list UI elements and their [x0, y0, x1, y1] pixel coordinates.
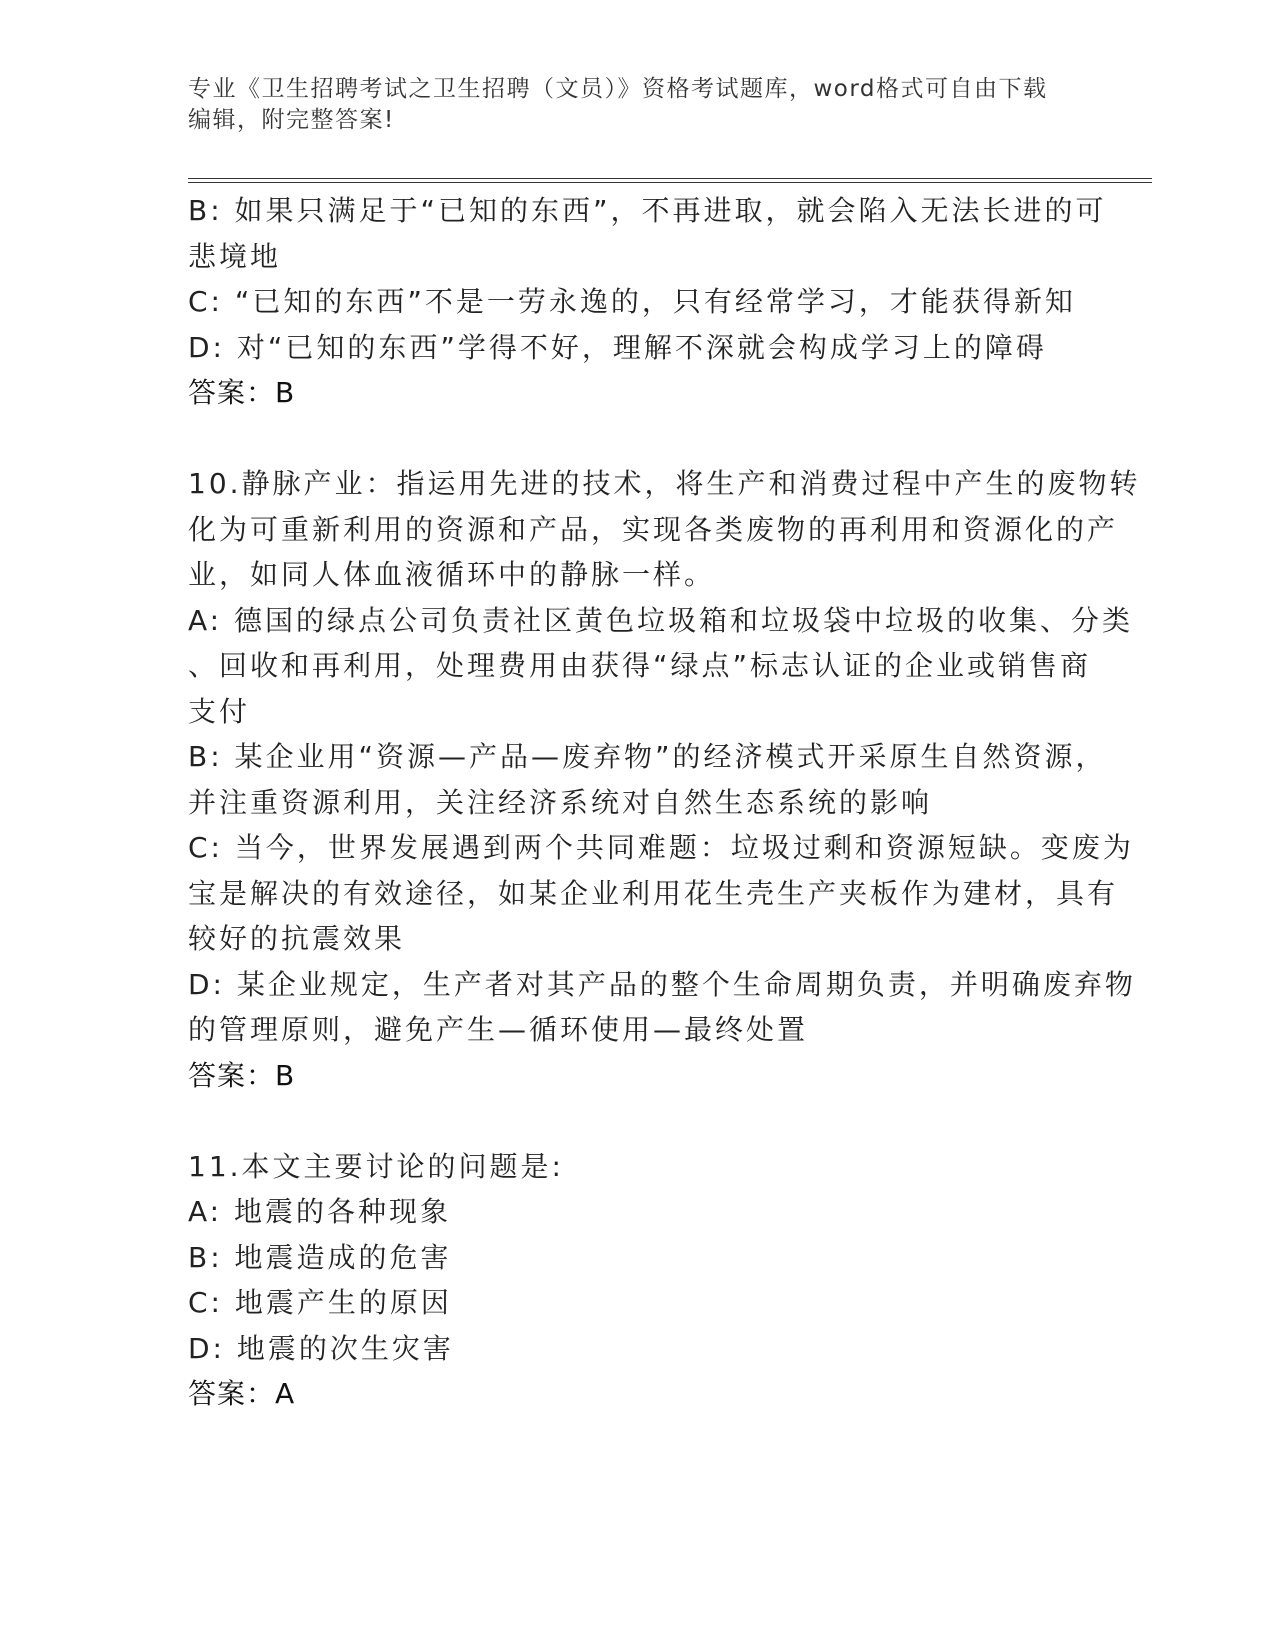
question-9	[188, 188, 1107, 416]
question-10	[188, 461, 1141, 1098]
option-a-line: 、回收和再利用，处理费用由获得“绿点”标志认证的企业或销售商	[188, 649, 1092, 682]
spacer	[188, 416, 1088, 462]
option-b-line: B: 如果只满足于“已知的东西”，不再进取，就会陷入无法长进的可	[188, 194, 1107, 227]
option-c-line: C: 地震产生的原因	[188, 1286, 452, 1319]
answer-line: 答案：B	[188, 1058, 296, 1092]
spacer	[188, 1098, 1088, 1144]
header-line-1: 专业《卫生招聘考试之卫生招聘（文员）》资格考试题库，word格式可自由下载	[188, 76, 1048, 102]
question-stem-line: 业，如同人体血液循环中的静脉一样。	[188, 558, 716, 591]
header-line-2: 编辑，附完整答案!	[188, 107, 395, 133]
question-11	[188, 1144, 1088, 1417]
question-stem-line: 11.本文主要讨论的问题是:	[188, 1149, 564, 1183]
page-header	[188, 74, 1068, 136]
option-b-line: 悲境地	[188, 239, 282, 273]
option-b-line: B: 某企业用“资源—产品—废弃物”的经济模式开采原生自然资源，	[188, 740, 1107, 773]
question-stem-line: 10.静脉产业：指运用先进的技术，将生产和消费过程中产生的废物转	[188, 467, 1141, 500]
option-c-line: C: 当今，世界发展遇到两个共同难题：垃圾过剩和资源短缺。变废为	[188, 831, 1134, 864]
option-d-line: D: 地震的次生灾害	[188, 1331, 454, 1365]
option-a-line: A: 地震的各种现象	[188, 1195, 451, 1228]
option-c-line: 较好的抗震效果	[188, 922, 406, 955]
option-a-line: 支付	[188, 694, 251, 728]
option-d-line: D: 某企业规定，生产者对其产品的整个生命周期负责，并明确废弃物	[188, 967, 1136, 1001]
option-c-line: C: “已知的东西”不是一劳永逸的，只有经常学习，才能获得新知	[188, 285, 1076, 318]
answer-line: 答案：B	[188, 376, 296, 409]
answer-line: 答案：A	[188, 1377, 296, 1410]
option-a-line: A: 德国的绿点公司负责社区黄色垃圾箱和垃圾袋中垃圾的收集、分类	[188, 603, 1133, 637]
option-b-line: 并注重资源利用，关注经济系统对自然生态系统的影响	[188, 785, 933, 819]
option-c-line: 宝是解决的有效途径，如某企业利用花生壳生产夹板作为建材，具有	[188, 876, 1119, 910]
question-content	[188, 188, 1141, 1417]
option-d-line: 的管理原则，避免产生—循环使用—最终处置	[188, 1013, 809, 1046]
header-divider	[188, 178, 1152, 183]
option-b-line: B: 地震造成的危害	[188, 1240, 452, 1274]
option-d-line: D: 对“已知的东西”学得不好，理解不深就会构成学习上的障碍	[188, 330, 1047, 364]
question-stem-line: 化为可重新利用的资源和产品，实现各类废物的再利用和资源化的产	[188, 512, 1119, 546]
